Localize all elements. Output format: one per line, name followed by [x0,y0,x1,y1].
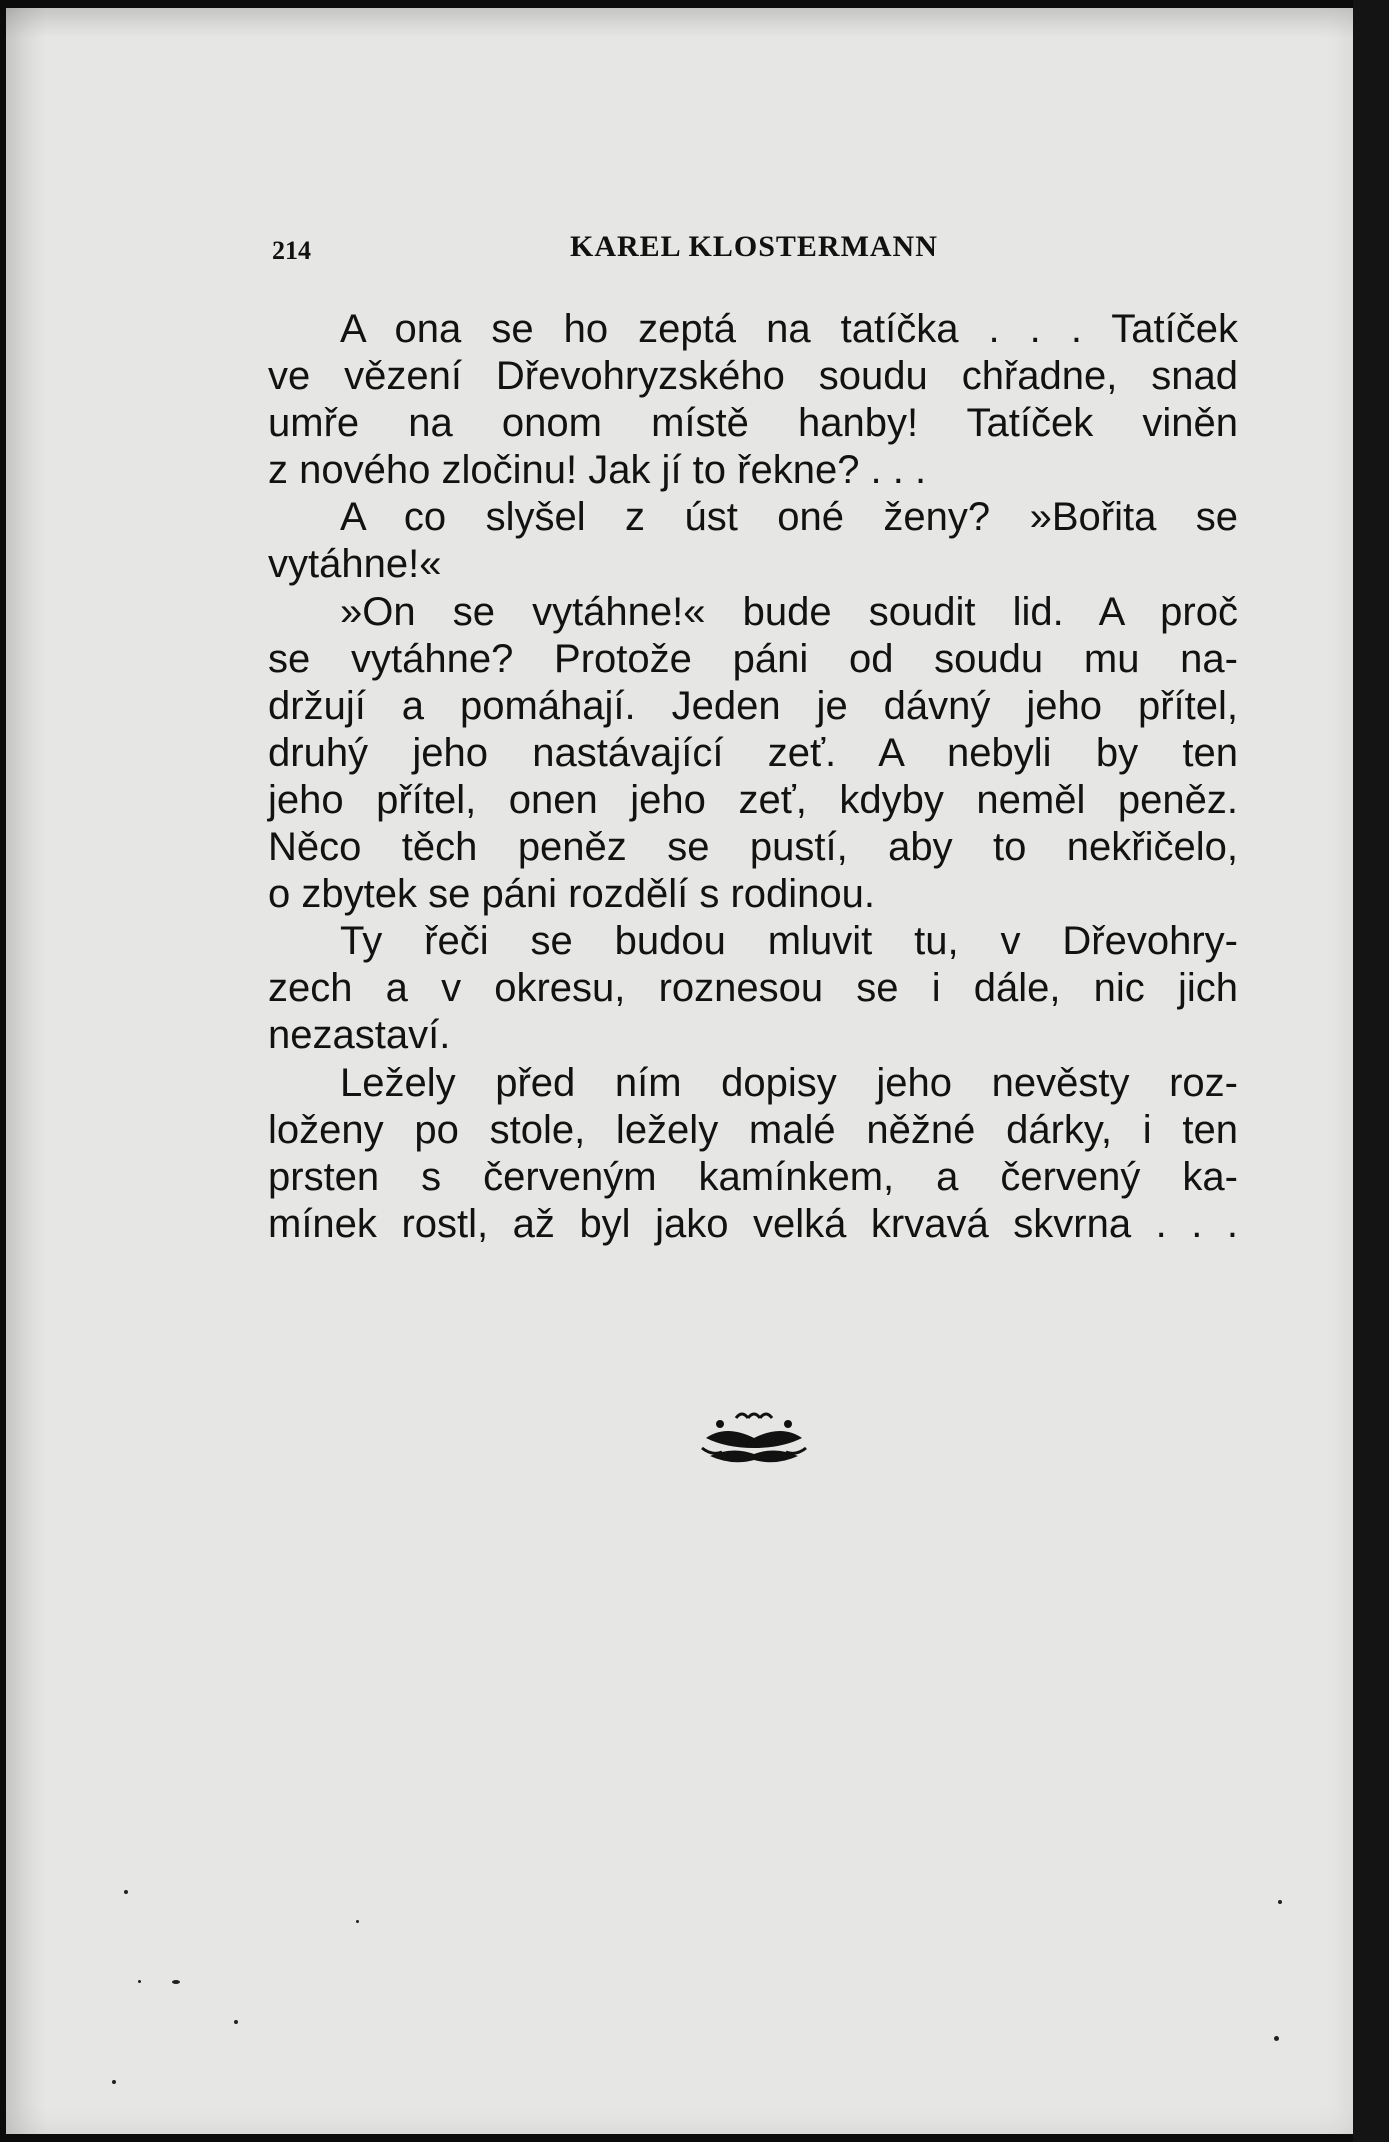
paper-speck [138,1980,141,1983]
page-header [6,228,1353,268]
text-line: umře na onom místě hanby! Tatíček viněn [268,401,1238,446]
paper-speck [1274,2036,1279,2041]
text-line: z nového zločinu! Jak jí to řekne? . . . [268,448,927,493]
book-spine-shadow [1353,0,1389,2142]
paper-speck [112,2080,116,2084]
text-line: prsten s červeným kamínkem, a červený ka- [268,1154,1238,1199]
text-line: ve vězení Dřevohryzského soudu chřadne, snad [268,354,1238,399]
text-line: Něco těch peněz se pustí, aby to nekřičelo, [268,825,1238,870]
text-line: Ležely před ním dopisy jeho nevěsty roz- [340,1060,1238,1105]
text-line: zech a v okresu, roznesou se i dále, nic jich [268,966,1238,1011]
text-line: loženy po stole, ležely malé něžné dárky, i ten [268,1107,1238,1152]
paper-speck [356,1920,359,1923]
paper-speck [1278,1900,1282,1904]
text-line: A ona se ho zeptá na tatíčka . . . Tatíček [340,307,1238,351]
text-line: Ty řeči se budou mluvit tu, v Dřevohry- [340,919,1238,964]
text-line: držují a pomáhají. Jeden je dávný jeho přítel, [268,683,1238,728]
paper-speck [124,1890,128,1894]
fleuron-ornament-icon [698,1408,810,1472]
paper-speck [234,2020,238,2024]
book-page [6,8,1353,2134]
text-line: »On se vytáhne!« bude soudit lid. A proč [340,589,1238,634]
text-line: nezastaví. [268,1013,451,1058]
page-number: 214 [272,236,311,265]
text-line: jeho přítel, onen jeho zeť, kdyby neměl peněz. [268,777,1238,822]
text-line: druhý jeho nastávající zeť. A nebyli by ten [268,730,1238,775]
paper-speck [172,1980,180,1984]
running-title: KAREL KLOSTERMANN [570,230,938,263]
text-line: se vytáhne? Protože páni od soudu mu na- [268,636,1238,681]
text-line: mínek rostl, až byl jako velká krvavá skvrna . . . [268,1201,1238,1246]
text-line: o zbytek se páni rozdělí s rodinou. [268,872,876,917]
text-line: A co slyšel z úst oné ženy? »Bořita se [340,495,1238,540]
text-line: vytáhne!« [268,542,442,587]
body-text [268,306,1238,1248]
